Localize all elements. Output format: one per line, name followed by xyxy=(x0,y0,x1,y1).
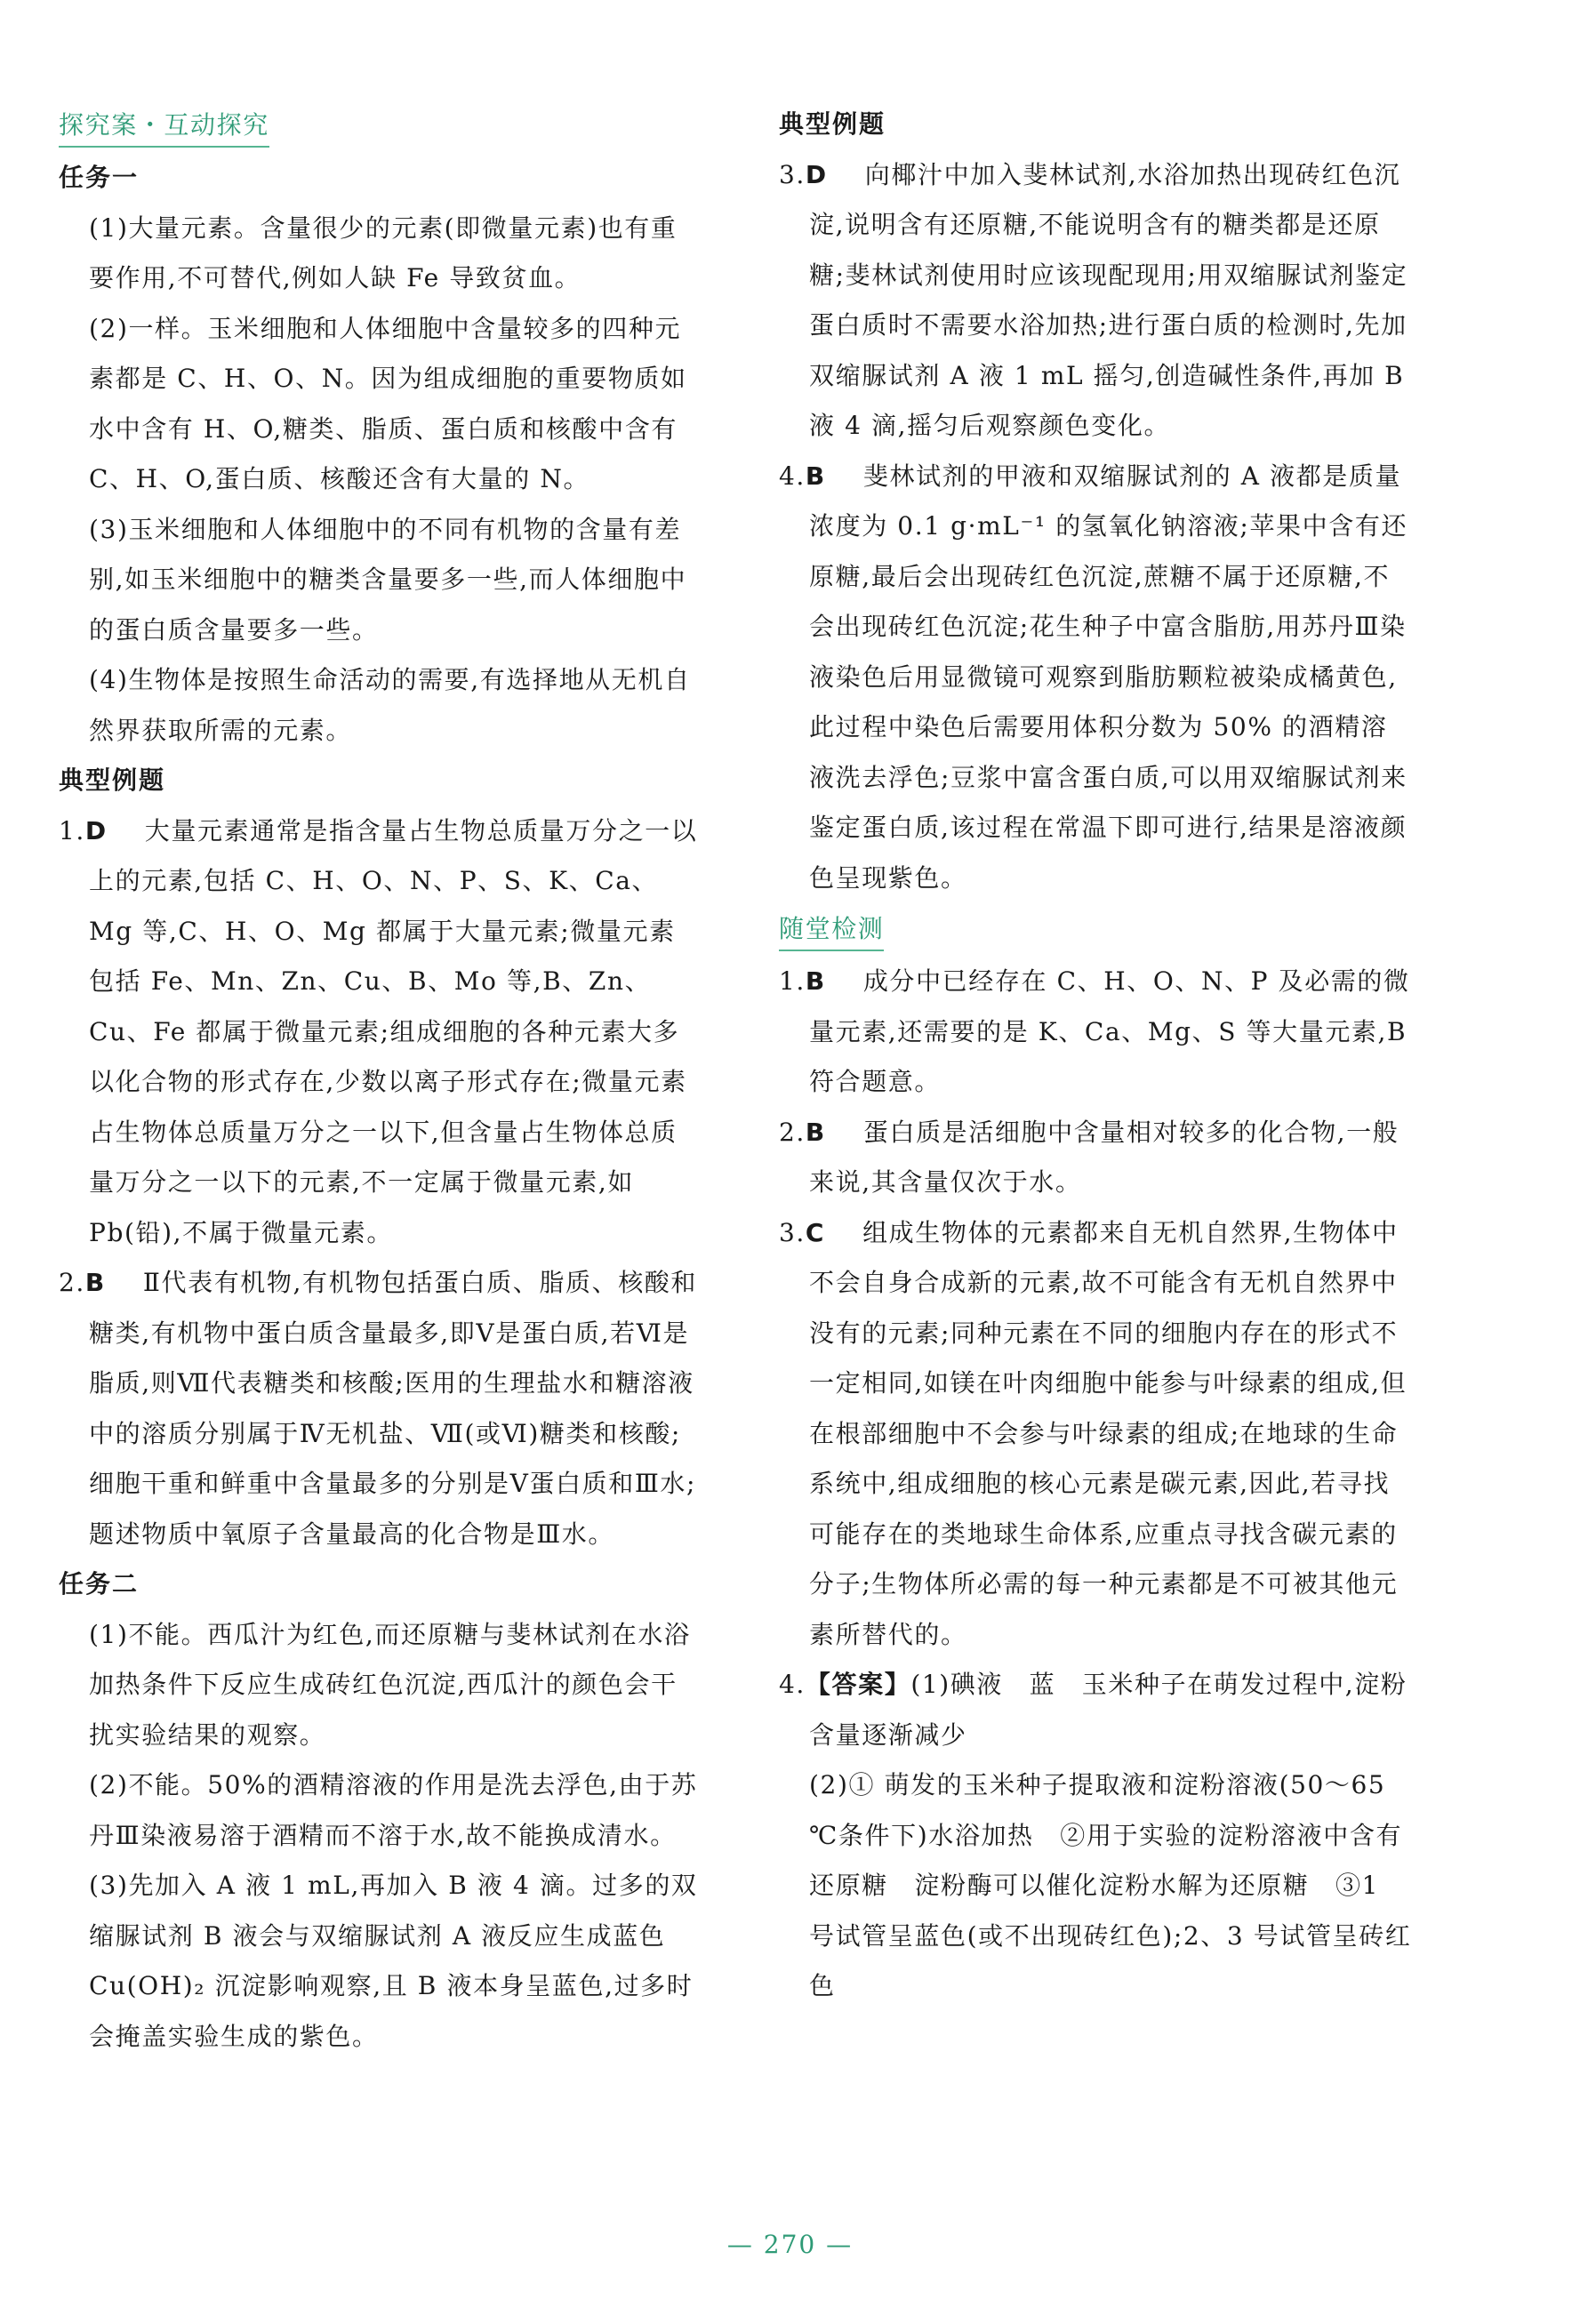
task1-item-1: (1)大量元素。含量很少的元素(即微量元素)也有重要作用,不可替代,例如人缺 Fe 导致贫血。 xyxy=(89,212,678,293)
example-3-number: 3. xyxy=(779,159,806,189)
example-1-text: 大量元素通常是指含量占生物总质量万分之一以上的元素,包括 C、H、O、N、P、S、K、Ca、Mg 等,C、H、O、Mg 都属于大量元素;微量元素包括 Fe、Mn、Zn、Cu、B、Mo 等,B、Zn、Cu、Fe 都属于微量元素;组成细胞的各种元素大多以化合物的形式存在,少数以离子形式存在;微量元素占生物体总质量万分之一以下,但含量占生物体总质量万分之一以下的元素,不一定属于微量元素,如 Pb(铅),不属于微量元素。 xyxy=(89,815,698,1247)
task1-item-3: (3)玉米细胞和人体细胞中的不同有机物的含量有差别,如玉米细胞中的糖类含量要多一些,而人体细胞中的蛋白质含量要多一些。 xyxy=(89,514,687,645)
example-3 xyxy=(779,150,1412,452)
check-2-answer: B xyxy=(805,1117,826,1147)
check-2-number: 2. xyxy=(779,1117,806,1147)
examples-heading-right: 典型例题 xyxy=(779,109,886,139)
check-3-text: 组成生物体的元素都来自无机自然界,生物体中不会自身合成新的元素,故不可能含有无机自然界中没有的元素;同种元素在不同的细胞内存在的形式不一定相同,如镁在叶肉细胞中能参与叶绿素的组成,但在根部细胞中不会参与叶绿素的组成;在地球的生命系统中,组成细胞的核心元素是碳元素,因此,若寻找可能存在的类地球生命体系,应重点寻找含碳元素的分子;生物体所必需的每一种元素都是不可被其他元素所替代的。 xyxy=(809,1217,1408,1649)
example-4-text: 斐林试剂的甲液和双缩脲试剂的 A 液都是质量浓度为 0.1 g·mL⁻¹ 的氢氧化钠溶液;苹果中含有还原糖,最后会出现砖红色沉淀,蔗糖不属于还原糖,不会出现砖红色沉淀;花生种子中富含脂肪,用苏丹Ⅲ染液染色后用显微镜可观察到脂肪颗粒被染成橘黄色,此过程中染色后需要用体积分数为 50% 的酒精溶液洗去浮色;豆浆中富含蛋白质,可以用双缩脲试剂来鉴定蛋白质,该过程在常温下即可进行,结果是溶液颜色呈现紫色。 xyxy=(809,461,1408,893)
task2-item-2: (2)不能。50%的酒精溶液的作用是洗去浮色,由于苏丹Ⅲ染液易溶于酒精而不溶于水,故不能换成清水。 xyxy=(89,1770,698,1850)
page-number: — 270 — xyxy=(726,2230,854,2259)
section-title-check: 随堂检测 xyxy=(779,909,884,951)
check-1-number: 1. xyxy=(779,966,806,996)
example-1-number: 1. xyxy=(59,815,85,845)
task2-item-3: (3)先加入 A 液 1 mL,再加入 B 液 4 滴。过多的双缩脲试剂 B 液会与双缩脲试剂 A 液反应生成蓝色 Cu(OH)₂ 沉淀影响观察,且 B 液本身呈蓝色,过多时会掩盖实验生成的紫色。 xyxy=(89,1871,698,2051)
check-4-part-1: (1)碘液 蓝 玉米种子在萌发过程中,淀粉含量逐渐减少 xyxy=(809,1670,1408,1750)
check-question-4 xyxy=(779,1660,1412,1760)
example-4 xyxy=(779,452,1412,904)
task1-item-2: (2)一样。玉米细胞和人体细胞中含量较多的四种元素都是 C、H、O、N。因为组成细胞的重要物质如水中含有 H、O,糖类、脂质、蛋白质和核酸中含有 C、H、O,蛋白质、核酸还含有大量的 N。 xyxy=(89,313,687,493)
example-2 xyxy=(59,1258,699,1559)
examples-heading-left: 典型例题 xyxy=(59,765,166,795)
check-4-part-2: (2)① 萌发的玉米种子提取液和淀粉溶液(50～65 ℃条件下)水浴加热 ②用于实验的淀粉溶液中含有还原糖 淀粉酶可以催化淀粉水解为还原糖 ③1 号试管呈蓝色(或不出现砖红色);2、3 号试管呈砖红色 xyxy=(809,1770,1412,2000)
check-3-answer: C xyxy=(805,1217,826,1247)
check-4-number: 4. xyxy=(779,1670,806,1699)
check-4-label: 【答案】 xyxy=(805,1670,911,1699)
example-1 xyxy=(59,806,699,1259)
example-2-answer: B xyxy=(84,1268,106,1297)
task1-heading: 任务一 xyxy=(59,163,140,192)
check-2-text: 蛋白质是活细胞中含量相对较多的化合物,一般来说,其含量仅次于水。 xyxy=(809,1117,1400,1197)
section-title-explore: 探究案・互动探究 xyxy=(59,105,269,148)
right-column xyxy=(779,100,1412,2012)
left-column xyxy=(59,100,699,2062)
example-2-number: 2. xyxy=(59,1268,85,1297)
check-3-number: 3. xyxy=(779,1217,806,1247)
example-1-answer: D xyxy=(84,815,108,845)
example-2-text: Ⅱ代表有机物,有机物包括蛋白质、脂质、核酸和糖类,有机物中蛋白质含量最多,即Ⅴ是蛋白质,若Ⅵ是脂质,则Ⅶ代表糖类和核酸;医用的生理盐水和糖溶液中的溶质分别属于Ⅳ无机盐、Ⅶ(或Ⅵ)糖类和核酸;细胞干重和鲜重中含量最多的分别是Ⅴ蛋白质和Ⅲ水;题述物质中氧原子含量最高的化合物是Ⅲ水。 xyxy=(89,1268,698,1549)
check-question-1 xyxy=(779,957,1412,1108)
check-1-text: 成分中已经存在 C、H、O、N、P 及必需的微量元素,还需要的是 K、Ca、Mg、S 等大量元素,B 符合题意。 xyxy=(809,966,1410,1096)
example-3-text: 向椰汁中加入斐林试剂,水浴加热出现砖红色沉淀,说明含有还原糖,不能说明含有的糖类都是还原糖;斐林试剂使用时应该现配现用;用双缩脲试剂鉴定蛋白质时不需要水浴加热;进行蛋白质的检测时,先加双缩脲试剂 A 液 1 mL 摇匀,创造碱性条件,再加 B 液 4 滴,摇匀后观察颜色变化。 xyxy=(809,159,1408,440)
check-question-3 xyxy=(779,1208,1412,1661)
task2-heading: 任务二 xyxy=(59,1569,140,1599)
example-3-answer: D xyxy=(805,159,828,189)
example-4-number: 4. xyxy=(779,461,806,491)
check-question-2 xyxy=(779,1108,1412,1208)
task2-item-1: (1)不能。西瓜汁为红色,而还原糖与斐林试剂在水浴加热条件下反应生成砖红色沉淀,西瓜汁的颜色会干扰实验结果的观察。 xyxy=(89,1619,691,1750)
check-1-answer: B xyxy=(805,966,826,996)
task1-item-4: (4)生物体是按照生命活动的需要,有选择地从无机自然界获取所需的元素。 xyxy=(89,665,691,745)
example-4-answer: B xyxy=(805,461,826,491)
